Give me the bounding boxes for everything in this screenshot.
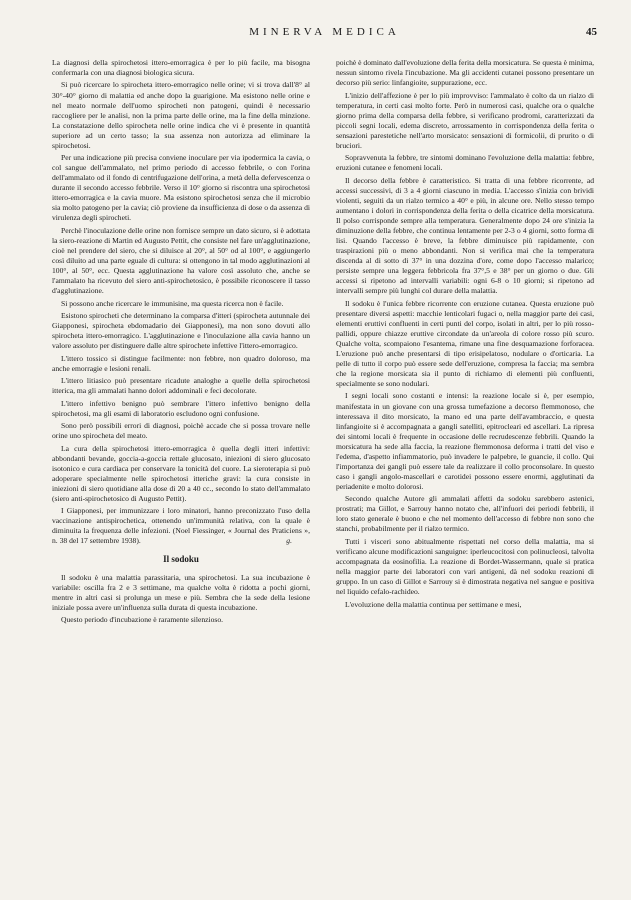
paragraph: Esistono spirocheti che determinano la comparsa d'itteri (spirocheta autunnale dei Giapponesi, spirocheta ebdomadario dei Giapponesi), ma non sono dovuti allo spirocheta ittero-emorragico. L'agglutinazione e l'inoculazione alla cavia hanno un valore assoluto per distinguere dalle altre spirochete infettive l'ittero-emorragico. [52, 311, 310, 351]
paragraph: Si può ricercare lo spirocheta ittero-emorragico nelle orine; vi si trova dall'8° al 30°-40° giorno di malattia ed anche dopo la guarigione. Ma esistono nelle orine e nel meato normale dell'uomo spirocheti non patogeni, quindi è necessario raccogliere per le analisi, non la prima parte delle orine, ma la fine della minzione. La constatazione dello spirocheta nelle orine indica che vi è presente in quantità superiore ad un certo tasso; la sua assenza non autorizza ad eliminare la spirochetosi. [52, 80, 310, 150]
paragraph: Sono però possibili errori di diagnosi, poichè accade che si possa trovare nelle orine uno spirocheta del meato. [52, 421, 310, 441]
page-number: 45 [586, 26, 597, 38]
paragraph: I segni locali sono costanti e intensi: la reazione locale si è, per esempio, manifestata in un giovane con una grossa tumefazione a decorso flemmonoso, che interessava il dito morsicato, la mano ed una parte dell'avambraccio, e questa linfangioite si è accompagnata a gangli satelliti, epitrocleari ed ascellari. La ripresa dei sintomi locali è frequente in occasione delle recrudescenze febbrili. Quando la morsicatura ha sede alla faccia, la reazione flemmonosa deforma i tratti del viso e l'edema, d'aspetto infiammatorio, può invadere le palpebre, le guancie, il collo. Qui l'importanza dei gangli può essere tale da realizzare il collo proconsolare. In questo caso i gangli angolo-mascellari e carotidei possono essere enormi, agglutinati da periadenite e molto dolorosi. [336, 391, 594, 491]
paragraph: La diagnosi della spirochetosi ittero-emorragica è per lo più facile, ma bisogna confermarla con una diagnosi biologica sicura. [52, 58, 310, 78]
paragraph: L'ittero litiasico può presentare ricadute analoghe a quelle della spirochetosi itterica, ma gli ammalati hanno dolori addominali e feci decolorate. [52, 376, 310, 396]
page-header [52, 26, 597, 44]
paragraph: Perchè l'inoculazione delle orine non fornisce sempre un dato sicuro, si è adottata la siero-reazione di Martin ed Augusto Pettit, che consiste nel fare un'agglutinazione, cioè nel prendere del siero, che si diluisce al 20°, al 50° od al 100°, e aggiungerlo così diluito ad una parte eguale di cultura: si ottengono in tal modo agglutinazioni al 100°, al 50°, ecc. Questa agglutinazione ha valore così assoluto che, anche se l'ammalato ha ricevuto del siero anti-spirochetosico, è possibile riconoscere il tasso d'agglutinazione. [52, 225, 310, 296]
paragraph: L'inizio dell'affezione è per lo più improvviso: l'ammalato è colto da un rialzo di temperatura, in certi casi molto forte. Però in numerosi casi, qualche ora o qualche giorno prima della comparsa della febbre, si verificano prodromi, caratterizzati da piccoli segni locali, edema discreto, arrossamento in corrispondenza della ferita o sensazioni parestetiche nell'arto morsicato: sensazioni di formicolii, di prurito o di bruciori. [336, 90, 594, 150]
paragraph: L'ittero infettivo benigno può sembrare l'ittero infettivo benigno della spirochetosi, ma gli esami di laboratorio escludono ogni confusione. [52, 398, 310, 418]
paragraph-text: I Giapponesi, per immunizzare i loro minatori, hanno preconizzato l'uso della vaccinazione antispirochetica, ottenendo un'immunità relativa, con la quale è diminuita la frequenza delle infezioni. (Noel Fiessinger, « Journal des Praticiens », n. 38 del 17 settembre 1938). [52, 506, 310, 546]
right-column [336, 58, 594, 612]
section-title: Il sodoku [163, 554, 199, 565]
paragraph: Sopravvenuta la febbre, tre sintomi dominano l'evoluzione della malattia: febbre, eruzioni cutanee e fenomeni locali. [336, 153, 594, 173]
paragraph: Per una indicazione più precisa conviene inoculare per via ipodermica la cavia, o col sangue dell'ammalato, nel primo periodo di accesso febbrile, o con l'orina dell'ammalato od il fondo di centrifugazione dell'orina, a metà della defervescenza o durante il secondo accesso febbrile. Verso il 10° giorno si riscontra una spirochetosi ittero-emorragica e la cavia muore. Ma esistono spirochetosi senza che il microbio sia molto patogeno per la cavia; ciò proviene da insufficienza di dose o da assenza di virulenza degli spirocheti. [52, 153, 310, 223]
paragraph: La cura della spirochetosi ittero-emorragica è quella degli itteri infettivi: abbondanti bevande, goccia-a-goccia rettale glucosato, iniezioni di siero glucosato isotonico e cura cardiaca per conservare la tonicità del cuore. La sieroterapia si può adoperare specialmente nelle spirochetosi itteriche gravi: la cura consiste in iniezioni di siero quotidiane alla dose di 20 a 40 cc., secondo lo stato dell'ammalato (siero anti-spirochetosico di Augusto Pettit). [52, 443, 310, 503]
author-initial: g. [286, 536, 292, 546]
paragraph [52, 506, 310, 546]
paragraph: Questo periodo d'incubazione è raramente silenzioso. [61, 615, 224, 625]
paragraph: Il decorso della febbre è caratteristico. Si tratta di una febbre ricorrente, ad accessi successivi, di 3 a 4 giorni ciascuno in media. L'accesso s'inizia con brividi violenti, seguiti da un rialzo termico a 40° e più, in alcune ore. Nello stesso tempo aumentano i dolori in corrispondenza della ferita o della cicatrice della morsicatura. Il polso corrisponde sempre alla temperatura. Generalmente dopo 24 ore s'inizia la diminuzione della febbre, che continua lentamente per 2-3 o 4 giorni, sotto forma di lisi. Quando l'accesso è breve, la febbre diminuisce più rapidamente, con traspirazioni più o meno abbondanti. Non si verifica mai che la temperatura discenda al di sotto di 37° in una dozzina d'ore, come dopo l'accesso malarico; persiste sempre una leggera febbricola fra 37°,5 e 38° per un giorno o due. Gli accessi si ripetono ad intervalli variabili: ogni 6-8 o 10 giorni; si ripetono ad intervalli sempre più lunghi col durare della malattia. [336, 175, 594, 296]
paragraph: Secondo qualche Autore gli ammalati affetti da sodoku sarebbero astenici, prostrati; ma Gillot, e Sarrouy hanno notato che, all'infuori dei periodi febbrili, il loro stato generale è buono e che nel momento dell'accesso di febbre non sono che stanchi, probabilmente per il rialzo termico. [336, 494, 594, 534]
running-head: MINERVA MEDICA [249, 26, 400, 38]
paragraph: poichè è dominato dall'evoluzione della ferita della morsicatura. Se questa è minima, nessun sintomo rivela l'incubazione. Ma gli accidenti cutanei possono presentare un decorso più serio: linfangioite, suppurazione, ecc. [336, 58, 594, 88]
paragraph: L'ittero tossico si distingue facilmente: non febbre, non quadro doloroso, ma anche emorragie e lesioni renali. [52, 353, 310, 373]
paragraph: Si possono anche ricercare le immunisine, ma questa ricerca non è facile. [61, 298, 284, 308]
paragraph: Il sodoku è l'unica febbre ricorrente con eruzione cutanea. Questa eruzione può presentare diversi aspetti: macchie lenticolari fugaci o, nella maggior parte dei casi, elementi eruttivi confluenti in certi punti del corpo, isolati in altri, per lo più rosso-pallidi, oppure chiazze eruttive circondate da un'areola di colore rosso più scuro. Qualche volta, scompaiono l'esantema, rimane una fine desquamazione forforacea. L'eruzione può anche presentarsi di tipo erisipelatoso, nodulare o d'orticaria. La pelle di tutto il corpo può essere sede dell'eruzione, compresa la faccia; ma sembra che la regione morsicata sia il punto di richiamo di elementi più confluenti, specialmente se sono nodulari. [336, 298, 594, 389]
paragraph: L'evoluzione della malattia continua per settimane e mesi, [345, 599, 522, 609]
left-column [52, 58, 310, 628]
paragraph: Il sodoku è una malattia parassitaria, una spirochetosi. La sua incubazione è variabile: oscilla fra 2 e 3 settimane, ma qualche volta è ridotta a pochi giorni, mentre in altri casi si prolunga un mese e più. Sembra che la sede della lesione iniziale possa avere un'influenza sulla durata di questa incubazione. [52, 572, 310, 612]
paragraph: Tutti i visceri sono abitualmente rispettati nel corso della malattia, ma si verificano alcune modificazioni sanguigne: iperleucocitosi con polinucleosi, talvolta accompagnata da eosinofilia. La reazione di Bordet-Wassermann, quale si pratica nella maggior parte dei laboratori con vari antigeni, dà nel sodoku reazioni di gruppo. In un caso di Gillot e Sarrouy si è dimostrata negativa nel sangue e positiva nel liquido cefalo-rachideo. [336, 536, 594, 597]
